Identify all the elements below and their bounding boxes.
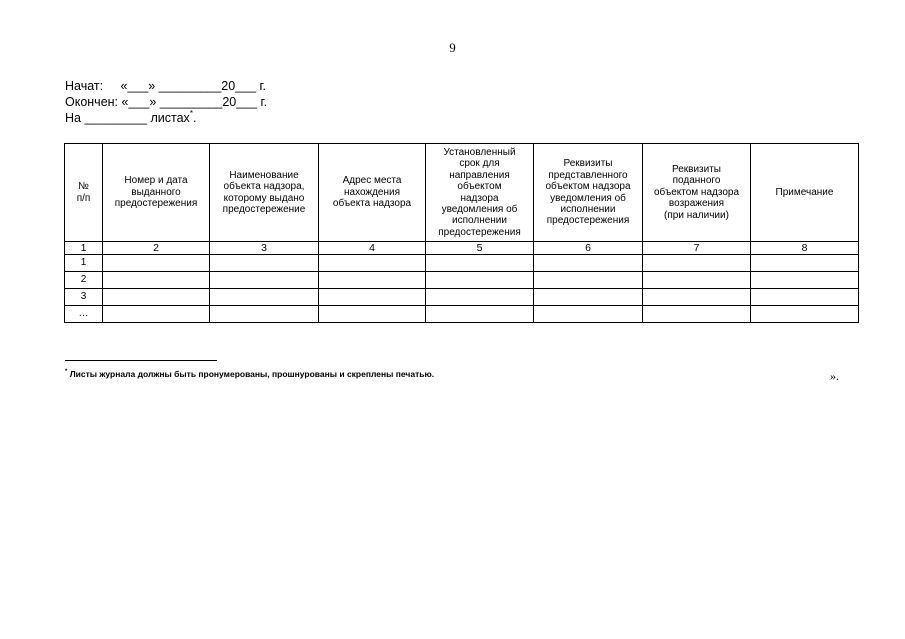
table-cell [103,306,210,323]
page-number: 9 [449,40,456,55]
table-cell [751,306,859,323]
row-number-cell: 2 [65,272,103,289]
started-value: «___» _________20___ г. [120,79,267,93]
table-cell [103,255,210,272]
column-number-cell: 1 [65,242,103,255]
ended-value: «___» _________20___ г. [121,95,268,109]
table-cell [751,272,859,289]
footnote-divider [65,360,217,361]
ended-line [65,94,267,110]
column-header-6: Реквизиты представленного объектом надзора уведомления об исполнении предостережения [534,144,643,242]
started-label: Начат: [65,79,104,93]
column-header-8: Примечание [751,144,859,242]
column-number-cell: 8 [751,242,859,255]
table-row [65,306,859,323]
column-header-7: Реквизиты поданного объектом надзора возражения (при наличии) [643,144,751,242]
table-cell [319,289,426,306]
closing-quote: ». [830,369,839,383]
table-cell [643,255,751,272]
table-cell [534,306,643,323]
column-number-cell: 7 [643,242,751,255]
column-number-cell: 2 [103,242,210,255]
row-number-cell: … [65,306,103,323]
table-cell [210,306,319,323]
table-cell [103,272,210,289]
column-header-4: Адрес места нахождения объекта надзора [319,144,426,242]
sheets-line [65,110,267,126]
column-number-cell: 3 [210,242,319,255]
table-cell [534,255,643,272]
column-header-1: № п/п [65,144,103,242]
row-number-cell: 1 [65,255,103,272]
footnote [65,369,434,379]
table-cell [534,272,643,289]
column-header-2: Номер и дата выданного предостережения [103,144,210,242]
footnote-text: Листы журнала должны быть пронумерованы, прошнурованы и скреплены печатью. [67,369,435,379]
journal-dates-block [65,78,267,126]
footnote-mark: * [65,369,68,375]
table-cell [751,289,859,306]
column-header-5: Установленный срок для направления объектом надзора уведомления об исполнении предостережения [426,144,534,242]
table-cell [534,289,643,306]
sheets-footnote-mark: * [189,109,193,118]
table-row [65,272,859,289]
table-header-row [65,144,859,242]
table-cell [643,306,751,323]
table-cell [643,272,751,289]
table-cell [426,255,534,272]
table-cell [643,289,751,306]
table-cell [319,272,426,289]
row-number-cell: 3 [65,289,103,306]
table-cell [319,255,426,272]
column-number-row [65,242,859,255]
table-cell [426,272,534,289]
sheets-suffix: . [192,111,197,125]
table-cell [426,289,534,306]
table-cell [210,272,319,289]
started-line [65,78,267,94]
column-number-cell: 4 [319,242,426,255]
column-number-cell: 6 [534,242,643,255]
table-cell [103,289,210,306]
column-number-cell: 5 [426,242,534,255]
table-cell [210,255,319,272]
sheets-prefix: На _________ листах [65,111,190,125]
column-header-3: Наименование объекта надзора, которому выдано предостережение [210,144,319,242]
table-cell [319,306,426,323]
table-row [65,255,859,272]
ended-label: Окончен: [65,95,119,109]
table-cell [426,306,534,323]
table-row [65,289,859,306]
table-cell [210,289,319,306]
journal-table [64,143,859,323]
table-cell [751,255,859,272]
